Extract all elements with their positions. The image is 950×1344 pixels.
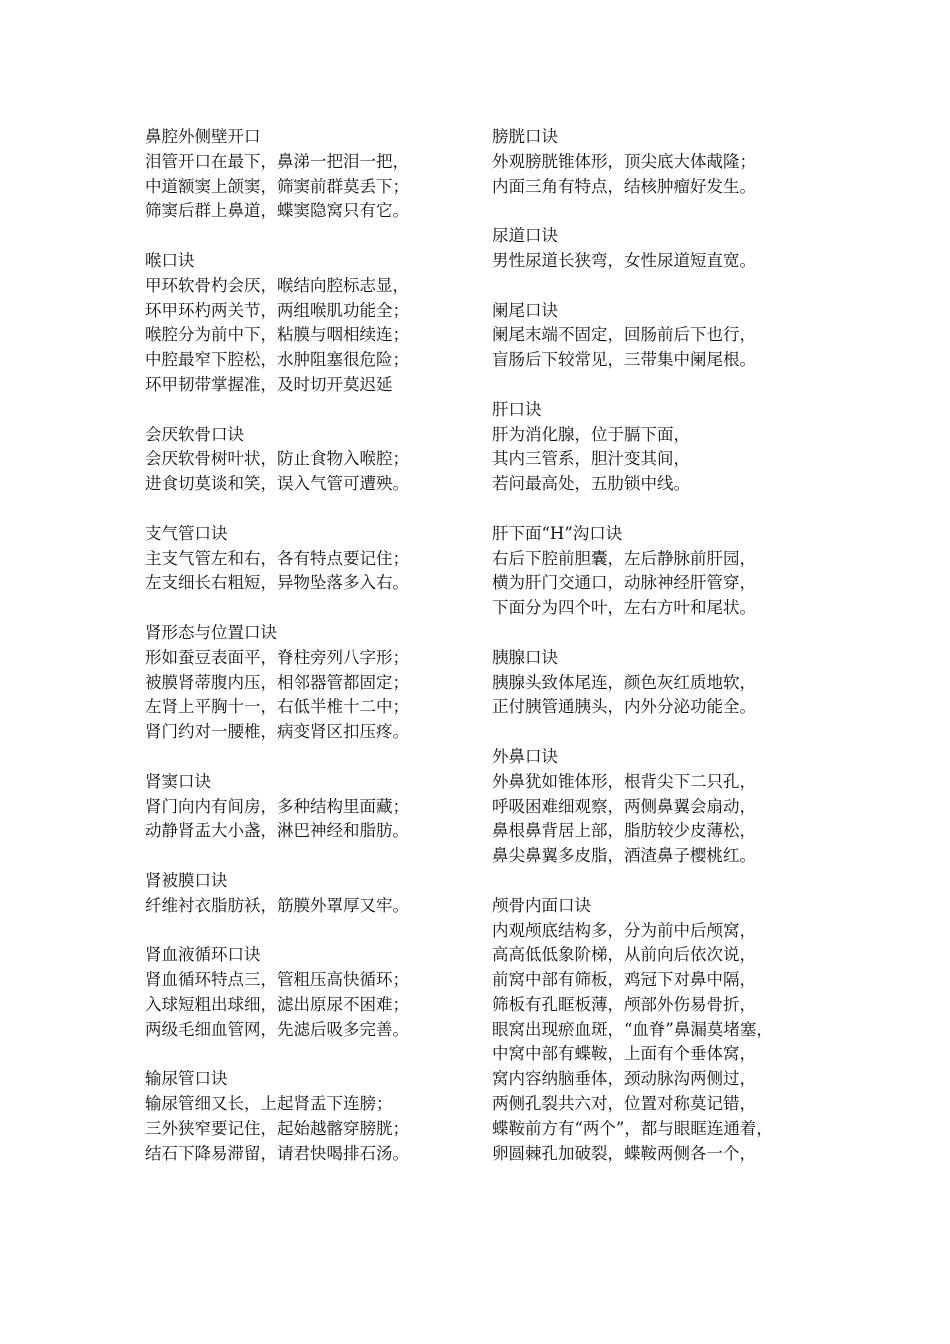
section-title: 肝口诀 xyxy=(492,399,542,419)
mnemonic-renal-circulation xyxy=(145,943,465,1042)
verse-line: 内面三角有特点，结核肿瘤好发生。 xyxy=(492,176,756,196)
verse-line: 肾门约对一腰椎，病变肾区扣压疼。 xyxy=(145,722,409,742)
verse-line: 盲肠后下较常见，三带集中阑尾根。 xyxy=(492,350,756,370)
verse-line: 泪管开口在最下，鼻涕一把泪一把， xyxy=(145,151,409,171)
section-title: 胰腺口诀 xyxy=(492,647,558,667)
mnemonic-ureter xyxy=(145,1067,465,1166)
verse-line: 中窝中部有蝶鞍，上面有个垂体窝， xyxy=(492,1044,756,1064)
verse-line: 甲环软骨杓会厌，喉结向腔标志显， xyxy=(145,275,409,295)
section-title: 鼻腔外侧壁开口 xyxy=(145,127,261,146)
verse-line: 窝内容纳脑垂体，颈动脉沟两侧过， xyxy=(492,1069,756,1089)
verse-line: 中道额窦上颌窦，筛窦前群莫丢下； xyxy=(145,176,409,196)
verse-line: 正付胰管通胰头，内外分泌功能全。 xyxy=(492,697,756,717)
right-column xyxy=(492,125,812,1191)
mnemonic-appendix xyxy=(492,299,812,373)
mnemonic-epiglottis xyxy=(145,423,465,497)
verse-line: 动静肾盂大小盏，淋巴神经和脂肪。 xyxy=(145,821,409,841)
verse-line: 阑尾末端不固定，回肠前后下也行， xyxy=(492,325,756,345)
section-title: 膀胱口诀 xyxy=(492,127,558,146)
verse-line: 若问最高处，五肋锁中线。 xyxy=(492,474,690,494)
verse-line: 鼻尖鼻翼多皮脂，酒渣鼻子樱桃红。 xyxy=(492,846,756,866)
section-title: 输尿管口诀 xyxy=(145,1069,228,1089)
verse-line: 下面分为四个叶，左右方叶和尾状。 xyxy=(492,598,756,618)
mnemonic-kidney-shape xyxy=(145,621,465,745)
mnemonic-skull-interior xyxy=(492,894,812,1167)
verse-line: 肝为消化腺，位于膈下面， xyxy=(492,424,690,444)
verse-line: 眼窝出现瘀血斑，“血脊”鼻漏莫堵塞， xyxy=(492,1019,773,1039)
verse-line: 卵圆棘孔加破裂，蝶鞍两侧各一个， xyxy=(492,1143,756,1163)
verse-line: 两级毛细血管网，先滤后吸多完善。 xyxy=(145,1019,409,1039)
verse-line: 纤维衬衣脂肪袄，筋膜外罩厚又牢。 xyxy=(145,895,409,915)
verse-line: 胰腺头致体尾连，颜色灰红质地软， xyxy=(492,672,756,692)
mnemonic-pancreas xyxy=(492,646,812,720)
section-title: 肾血液循环口诀 xyxy=(145,945,261,965)
verse-line: 内观颅底结构多，分为前中后颅窝， xyxy=(492,920,756,940)
verse-line: 喉腔分为前中下，粘膜与咽相续连； xyxy=(145,325,409,345)
section-title: 肾形态与位置口诀 xyxy=(145,622,277,642)
mnemonic-nasal-lateral-wall xyxy=(145,125,465,224)
verse-line: 蝶鞍前方有“两个”，都与眼眶连通着， xyxy=(492,1118,773,1138)
left-column xyxy=(145,125,465,1191)
mnemonic-renal-capsule xyxy=(145,869,465,919)
verse-line: 结石下降易滞留，请君快喝排石汤。 xyxy=(145,1143,409,1163)
section-title: 颅骨内面口诀 xyxy=(492,895,591,915)
verse-line: 主支气管左和右，各有特点要记住； xyxy=(145,548,409,568)
section-title: 肾被膜口诀 xyxy=(145,870,228,890)
verse-line: 两侧孔裂共六对，位置对称莫记错， xyxy=(492,1094,756,1114)
mnemonic-liver xyxy=(492,398,812,497)
verse-line: 输尿管细又长，上起肾盂下连膀； xyxy=(145,1094,393,1114)
verse-line: 外观膀胱锥体形，顶尖底大体胾隆； xyxy=(492,151,756,171)
verse-line: 鼻根鼻背居上部，脂肪较少皮薄松， xyxy=(492,821,756,841)
mnemonic-renal-sinus xyxy=(145,770,465,844)
verse-line: 左肾上平胸十一，右低半椎十二中； xyxy=(145,697,409,717)
section-title: 会厌软骨口诀 xyxy=(145,424,244,444)
verse-line: 高高低低象阶梯，从前向后依次说， xyxy=(492,945,756,965)
verse-line: 入球短粗出球细，滤出原尿不困难； xyxy=(145,994,409,1014)
section-title: 尿道口诀 xyxy=(492,226,558,246)
verse-line: 会厌软骨树叶状，防止食物入喉腔； xyxy=(145,449,409,469)
verse-line: 横为肝门交通口，动脉神经肝管穿， xyxy=(492,573,756,593)
verse-line: 其内三管系，胆汁变其间， xyxy=(492,449,690,469)
verse-line: 被膜肾蒂腹内压，相邻器管都固定； xyxy=(145,672,409,692)
mnemonic-external-nose xyxy=(492,745,812,869)
verse-line: 筛窦后群上鼻道，蝶窦隐窝只有它。 xyxy=(145,201,409,221)
verse-line: 三外狭窄要记住，起始越髂穿膀胱； xyxy=(145,1118,409,1138)
section-title: 肾窦口诀 xyxy=(145,771,211,791)
mnemonic-liver-h-groove xyxy=(492,522,812,621)
mnemonic-bladder xyxy=(492,125,812,199)
verse-line: 呼吸困难细观察，两侧鼻翼会扇动， xyxy=(492,796,756,816)
verse-line: 中腔最窄下腔松，水肿阻塞很危险； xyxy=(145,350,409,370)
verse-line: 肾血循环特点三，管粗压高快循环； xyxy=(145,970,409,990)
verse-line: 男性尿道长狭弯，女性尿道短直宽。 xyxy=(492,250,756,270)
section-title: 外鼻口诀 xyxy=(492,746,558,766)
verse-line: 右后下腔前胆囊，左后静脉前肝园， xyxy=(492,548,756,568)
verse-line: 形如蚕豆表面平，脊柱旁列八字形； xyxy=(145,647,409,667)
mnemonic-urethra xyxy=(492,224,812,274)
verse-line: 筛板有孔眶板薄，颅部外伤易骨折， xyxy=(492,994,756,1014)
section-title: 支气管口诀 xyxy=(145,523,228,543)
verse-line: 肾门向内有间房，多种结构里面藏； xyxy=(145,796,409,816)
section-title: 肝下面“H”沟口诀 xyxy=(492,523,623,543)
mnemonic-larynx xyxy=(145,249,465,398)
verse-line: 外鼻犹如锥体形，根背尖下二只孔， xyxy=(492,771,756,791)
verse-line: 左支细长右粗短，异物坠落多入右。 xyxy=(145,573,409,593)
verse-line: 前窝中部有筛板，鸡冠下对鼻中隔， xyxy=(492,970,756,990)
mnemonic-bronchus xyxy=(145,522,465,596)
section-title: 喉口诀 xyxy=(145,250,195,270)
verse-line: 环甲环杓两关节，两组喉肌功能全； xyxy=(145,300,409,320)
verse-line: 环甲韧带掌握准，及时切开莫迟延 xyxy=(145,374,393,394)
verse-line: 进食切莫谈和笑，误入气管可遭殃。 xyxy=(145,474,409,494)
section-title: 阑尾口诀 xyxy=(492,300,558,320)
